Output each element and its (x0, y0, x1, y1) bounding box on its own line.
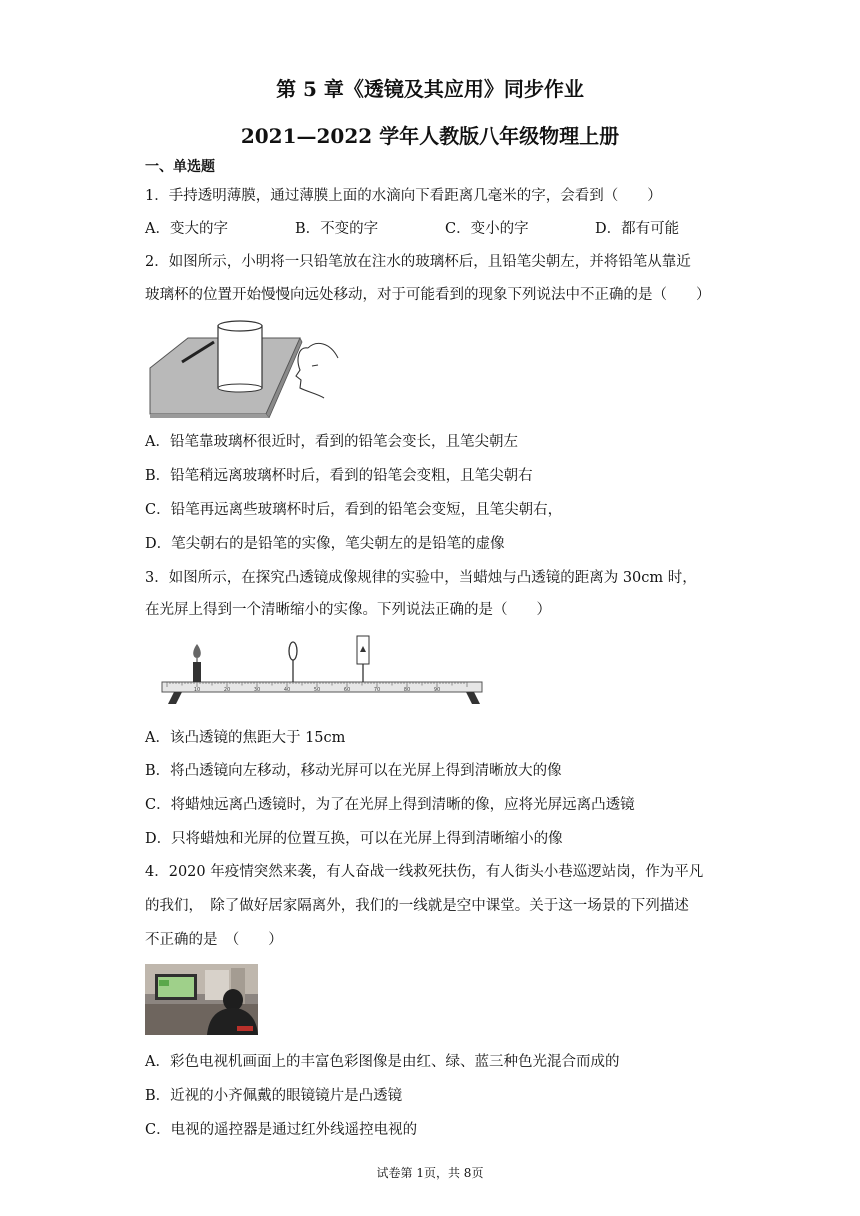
ruler-tick-label: 30 (253, 687, 261, 693)
question-4-stem-line1: 4．2020 年疫情突然来袭，有人奋战一线救死扶伤，有人街头小巷巡逻站岗，作为平凡 (145, 864, 704, 880)
q2-option-b: B．铅笔稍远离玻璃杯时后，看到的铅笔会变粗，且笔尖朝右 (145, 468, 533, 484)
optical-bench-figure (160, 634, 486, 706)
ruler-tick-label: 60 (343, 687, 351, 693)
q2-option-a: A．铅笔靠玻璃杯很近时，看到的铅笔会变长，且笔尖朝左 (145, 434, 518, 450)
q3-option-b: B．将凸透镜向左移动，移动光屏可以在光屏上得到清晰放大的像 (145, 763, 562, 779)
question-4-stem-line3: 不正确的是 （ ） (145, 932, 283, 948)
q3-option-d: D．只将蜡烛和光屏的位置互换，可以在光屏上得到清晰缩小的像 (145, 831, 563, 847)
question-3-stem-line1: 3．如图所示，在探究凸透镜成像规律的实验中，当蜡烛与凸透镜的距离为 30cm 时， (145, 570, 697, 586)
online-class-photo (145, 964, 258, 1035)
ruler-tick-label: 80 (403, 687, 411, 693)
question-2-stem-line2: 玻璃杯的位置开始慢慢向远处移动，对于可能看到的现象下列说法中不正确的是（ ） (145, 287, 711, 303)
question-1-stem: 1．手持透明薄膜，通过薄膜上面的水滴向下看距离几毫米的字，会看到（ ） (145, 188, 662, 204)
glass-cup-pencil-figure (148, 318, 358, 418)
ruler-tick-label: 20 (223, 687, 231, 693)
q1-option-b: B．不变的字 (295, 221, 379, 237)
question-4-stem-line2: 的我们， 除了做好居家隔离外，我们的一线就是空中课堂。关于这一场景的下列描述 (145, 898, 689, 914)
q4-option-b: B．近视的小齐佩戴的眼镜镜片是凸透镜 (145, 1088, 403, 1104)
q4-option-c: C．电视的遥控器是通过红外线遥控电视的 (145, 1122, 418, 1138)
q3-option-a: A．该凸透镜的焦距大于 15cm (145, 730, 346, 746)
q1-option-d: D．都有可能 (595, 221, 680, 237)
ruler-tick-label: 10 (193, 687, 201, 693)
q1-option-a: A．变大的字 (145, 221, 228, 237)
page-footer: 试卷第 1页，共 8页 (376, 1166, 484, 1180)
q2-option-d: D．笔尖朝右的是铅笔的实像，笔尖朝左的是铅笔的虚像 (145, 536, 505, 552)
q4-option-a: A．彩色电视机画面上的丰富色彩图像是由红、绿、蓝三种色光混合而成的 (145, 1054, 620, 1070)
page-subtitle: 2021—2022 学年人教版八年级物理上册 (240, 124, 620, 148)
question-2-stem-line1: 2．如图所示，小明将一只铅笔放在注水的玻璃杯后，且铅笔尖朝左，并将铅笔从靠近 (145, 254, 691, 270)
ruler-tick-label: 70 (373, 687, 381, 693)
section-heading: 一、单选题 (145, 159, 215, 175)
q3-option-c: C．将蜡烛远离凸透镜时，为了在光屏上得到清晰的像，应将光屏远离凸透镜 (145, 797, 635, 813)
ruler-tick-label: 50 (313, 687, 321, 693)
page-title: 第 5 章《透镜及其应用》同步作业 (276, 77, 584, 101)
q2-option-c: C．铅笔再远离些玻璃杯时后，看到的铅笔会变短，且笔尖朝右， (145, 502, 563, 518)
question-3-stem-line2: 在光屏上得到一个清晰缩小的实像。下列说法正确的是（ ） (145, 602, 551, 618)
q1-option-c: C．变小的字 (445, 221, 529, 237)
ruler-tick-label: 40 (283, 687, 291, 693)
ruler-tick-label: 90 (433, 687, 441, 693)
